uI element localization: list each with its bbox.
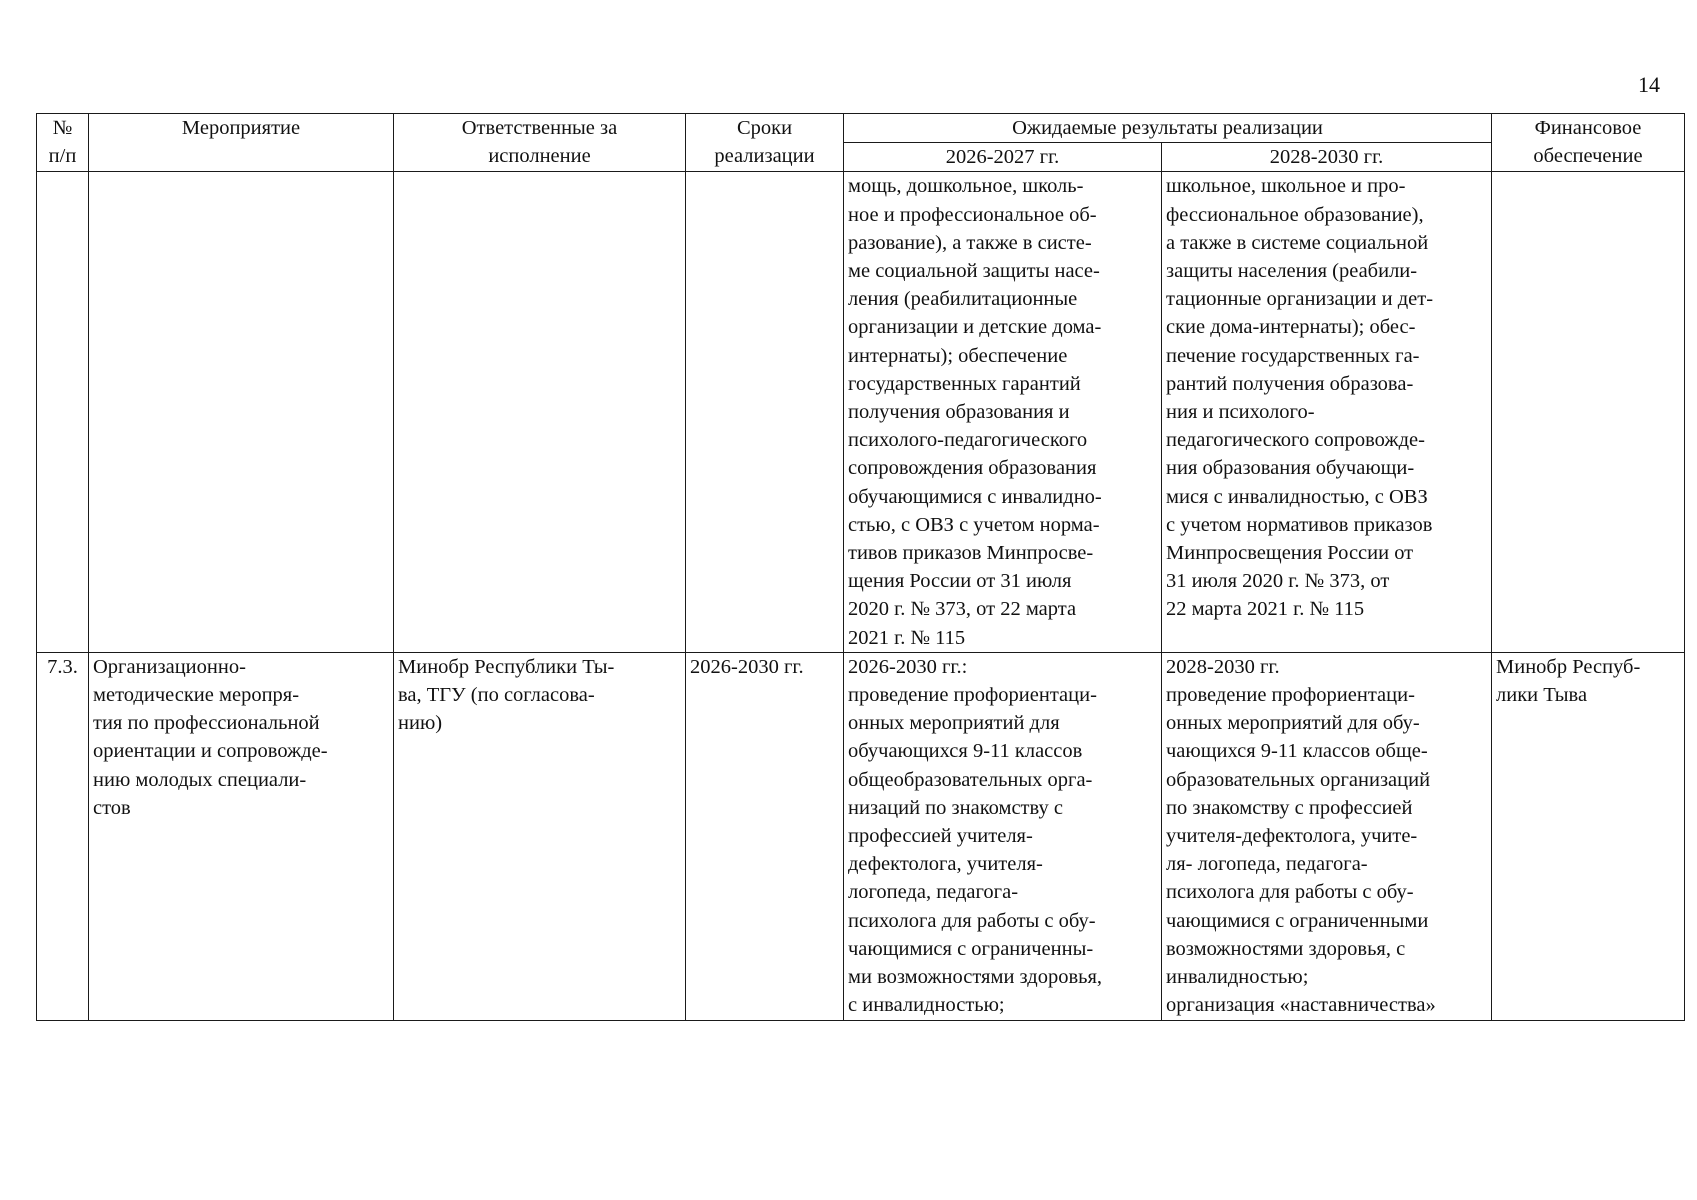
cell-terms: 2026-2030 гг. [686, 652, 844, 1020]
cell-finance [1492, 172, 1685, 652]
cell-event [89, 172, 394, 652]
header-responsible: Ответственные за исполнение [394, 114, 686, 172]
cell-num [37, 172, 89, 652]
cell-results-2026: 2026-2030 гг.: проведение профориентаци- онных мероприятий для обучающихся 9-11 классов общеобразовательных орга- низаций по знакомству с профессией учителя- дефектолога, учителя- логопеда, педагога- психолога для работы с обу- чающимися с ограниченны- ми возможностями здоровья, с инвалидностью; [844, 652, 1162, 1020]
cell-responsible: Минобр Республики Ты- ва, ТГУ (по согласова- нию) [394, 652, 686, 1020]
cell-terms [686, 172, 844, 652]
cell-results-2026: мощь, дошкольное, школь- ное и профессиональное об- разование), а также в систе- ме социальной защиты насе- ления (реабилитационные организации и детские дома- интернаты); обеспечение государственных гарантий получения образования и психолого-педагогического сопровождения образования обучающимися с инвалидно- стью, с ОВЗ с учетом норма- тивов приказов Минпросве- щения России от 31 июля 2020 г. № 373, от 22 марта 2021 г. № 115 [844, 172, 1162, 652]
header-finance: Финансовое обеспечение [1492, 114, 1685, 172]
table-row [37, 652, 1685, 1020]
table-row [37, 172, 1685, 652]
header-num: № п/п [37, 114, 89, 172]
header-row [37, 114, 1685, 143]
header-terms: Сроки реализации [686, 114, 844, 172]
cell-results-2028: 2028-2030 гг. проведение профориентаци- онных мероприятий для обу- чающихся 9-11 классов обще- образовательных организаций по знакомству с профессией учителя-дефектолога, учите- ля- логопеда, педагога- психолога для работы с обу- чающимися с ограниченными возможностями здоровья, с инвалидностью; организация «наставничества» [1162, 652, 1492, 1020]
header-results: Ожидаемые результаты реализации [844, 114, 1492, 143]
cell-event: Организационно- методические меропря- тия по профессиональной ориентации и сопровожде- нию молодых специали- стов [89, 652, 394, 1020]
page-number: 14 [1638, 72, 1660, 97]
cell-responsible [394, 172, 686, 652]
cell-results-2028: школьное, школьное и про- фессиональное образование), а также в системе социальной защиты населения (реабили- тационные организации и дет- ские дома-интернаты); обес- печение государственных га- рантий получения образова- ния и психолого- педагогического сопровожде- ния образования обучающи- мися с инвалидностью, с ОВЗ с учетом нормативов приказов Минпросвещения России от 31 июля 2020 г. № 373, от 22 марта 2021 г. № 115 [1162, 172, 1492, 652]
cell-num: 7.3. [37, 652, 89, 1020]
header-results-2028: 2028-2030 гг. [1162, 143, 1492, 172]
plan-table [36, 113, 1685, 1021]
header-results-2026: 2026-2027 гг. [844, 143, 1162, 172]
cell-finance: Минобр Респуб- лики Тыва [1492, 652, 1685, 1020]
header-event: Мероприятие [89, 114, 394, 172]
